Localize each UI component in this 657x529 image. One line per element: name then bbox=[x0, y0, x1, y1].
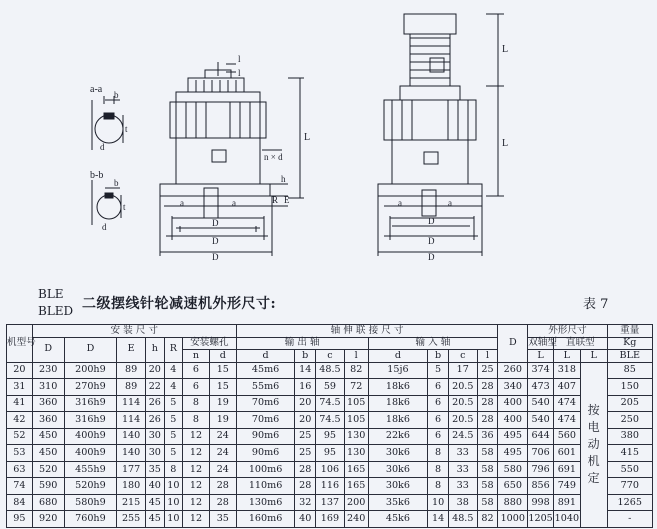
table-cell: 450 bbox=[32, 445, 64, 462]
table-cell: 22 bbox=[146, 379, 165, 396]
table-cell: 1265 bbox=[607, 494, 652, 511]
table-cell: 30 bbox=[146, 445, 165, 462]
table-cell: 20 bbox=[295, 412, 316, 429]
section-b-t: t bbox=[123, 202, 126, 212]
table-cell: 16 bbox=[295, 379, 316, 396]
table-cell: 8 bbox=[164, 461, 183, 478]
table-cell: 18k6 bbox=[368, 395, 428, 412]
table-cell: 82 bbox=[477, 511, 498, 528]
table-cell: 30k6 bbox=[368, 478, 428, 495]
table-cell: 24 bbox=[209, 445, 236, 462]
motor-note-char: 电 bbox=[587, 420, 600, 435]
table-cell: 400 bbox=[498, 412, 528, 429]
table-cell: 10 bbox=[164, 478, 183, 495]
table-cell: 920 bbox=[32, 511, 64, 528]
table-cell: 55m6 bbox=[236, 379, 295, 396]
table-row bbox=[7, 379, 653, 396]
table-cell: 400 bbox=[498, 395, 528, 412]
table-cell: 12 bbox=[183, 461, 210, 478]
section-b-b: b bbox=[114, 178, 119, 188]
table-cell: 90m6 bbox=[236, 428, 295, 445]
head-d1: d bbox=[236, 350, 295, 363]
table-row bbox=[7, 461, 653, 478]
table-cell: 520h9 bbox=[64, 478, 117, 495]
table-cell: 6 bbox=[428, 395, 449, 412]
table-cell: 450 bbox=[32, 428, 64, 445]
table-cell: 28 bbox=[477, 379, 498, 396]
table-cell: 5 bbox=[164, 395, 183, 412]
head-R: R bbox=[164, 337, 183, 362]
table-cell: 415 bbox=[607, 445, 652, 462]
table-cell: 45 bbox=[146, 511, 165, 528]
table-cell: 215 bbox=[117, 494, 146, 511]
table-cell: 130 bbox=[344, 445, 368, 462]
left-R: R bbox=[272, 195, 279, 205]
head-D: D bbox=[498, 325, 528, 363]
dimension-table bbox=[6, 324, 653, 528]
table-cell: 130 bbox=[344, 428, 368, 445]
right-L1: L bbox=[502, 138, 509, 149]
table-cell: 360 bbox=[32, 395, 64, 412]
left-h: h bbox=[281, 174, 286, 184]
table-cell: 10 bbox=[164, 494, 183, 511]
head-E: E bbox=[117, 337, 146, 362]
table-cell: 74.5 bbox=[316, 412, 345, 429]
section-a-d: d bbox=[100, 142, 105, 152]
table-cell: 160m6 bbox=[236, 511, 295, 528]
table-cell: 58 bbox=[477, 461, 498, 478]
table-cell: 28 bbox=[209, 478, 236, 495]
table-cell: 28 bbox=[295, 461, 316, 478]
table-cell: 12 bbox=[183, 445, 210, 462]
table-number: 表 7 bbox=[583, 297, 609, 312]
table-cell: 20 bbox=[146, 362, 165, 379]
table-row bbox=[7, 445, 653, 462]
table-cell: 89 bbox=[117, 379, 146, 396]
head-outline: 外形尺寸 bbox=[528, 325, 607, 338]
table-cell: 310 bbox=[32, 379, 64, 396]
table-cell: 4 bbox=[164, 379, 183, 396]
table-cell: 550 bbox=[607, 461, 652, 478]
table-cell: 26 bbox=[146, 395, 165, 412]
head-b1: b bbox=[295, 350, 316, 363]
head-d0: d bbox=[209, 350, 236, 363]
table-cell: 18k6 bbox=[368, 379, 428, 396]
table-cell: 15 bbox=[209, 362, 236, 379]
table-cell: 1000 bbox=[498, 511, 528, 528]
left-D1: D bbox=[212, 236, 219, 246]
table-cell: 260 bbox=[498, 362, 528, 379]
table-cell: 41 bbox=[7, 395, 33, 412]
table-row bbox=[7, 511, 653, 528]
table-cell: 90m6 bbox=[236, 445, 295, 462]
motor-defined-note bbox=[580, 362, 607, 528]
table-cell: 25 bbox=[295, 428, 316, 445]
table-cell: 14 bbox=[428, 511, 449, 528]
table-cell: 18k6 bbox=[368, 412, 428, 429]
model-label-ble: BLE bbox=[38, 287, 64, 301]
table-cell: 15j6 bbox=[368, 362, 428, 379]
table-cell: 14 bbox=[295, 362, 316, 379]
table-cell: 22k6 bbox=[368, 428, 428, 445]
table-cell: 74.5 bbox=[316, 395, 345, 412]
table-row bbox=[7, 412, 653, 429]
table-cell: 33 bbox=[448, 461, 477, 478]
motor-note-char: 定 bbox=[587, 471, 600, 486]
left-l: l bbox=[238, 54, 241, 64]
table-cell: 26 bbox=[146, 412, 165, 429]
table-cell: 35 bbox=[146, 461, 165, 478]
section-a-b: b bbox=[114, 90, 119, 100]
table-cell: 255 bbox=[117, 511, 146, 528]
right-D: D bbox=[428, 252, 435, 262]
table-cell: 5 bbox=[164, 412, 183, 429]
left-l1: l bbox=[238, 68, 241, 78]
table-cell: 165 bbox=[344, 478, 368, 495]
table-row bbox=[7, 494, 653, 511]
table-cell: 30k6 bbox=[368, 461, 428, 478]
table-cell: 150 bbox=[607, 379, 652, 396]
head-L1: L bbox=[553, 350, 580, 363]
table-cell: 89 bbox=[117, 362, 146, 379]
table-cell: 6 bbox=[183, 362, 210, 379]
table-cell: 28 bbox=[209, 494, 236, 511]
table-cell: 45 bbox=[146, 494, 165, 511]
table-cell: 856 bbox=[528, 478, 554, 495]
table-cell: 19 bbox=[209, 412, 236, 429]
table-cell: 140 bbox=[117, 428, 146, 445]
table-cell: 140 bbox=[117, 445, 146, 462]
left-D2: D bbox=[212, 218, 219, 228]
table-cell: 28 bbox=[295, 478, 316, 495]
table-cell: 20.5 bbox=[448, 412, 477, 429]
section-a-t: t bbox=[125, 124, 128, 134]
table-cell: 20 bbox=[295, 395, 316, 412]
table-cell: 8 bbox=[183, 395, 210, 412]
table-cell: 474 bbox=[553, 412, 580, 429]
table-cell: 495 bbox=[498, 428, 528, 445]
table-cell: 520 bbox=[32, 461, 64, 478]
table-cell: 540 bbox=[528, 395, 554, 412]
table-cell: 400h9 bbox=[64, 445, 117, 462]
table-cell: 495 bbox=[498, 445, 528, 462]
table-cell: 32 bbox=[295, 494, 316, 511]
table-cell: 20.5 bbox=[448, 379, 477, 396]
table-cell: 205 bbox=[607, 395, 652, 412]
table-cell: 28 bbox=[477, 412, 498, 429]
table-cell: 8 bbox=[428, 445, 449, 462]
table-cell: 12 bbox=[183, 511, 210, 528]
table-cell: 95 bbox=[7, 511, 33, 528]
table-cell: 4 bbox=[164, 362, 183, 379]
table-cell: 580 bbox=[498, 461, 528, 478]
head-d2: d bbox=[368, 350, 428, 363]
table-cell: 28 bbox=[477, 395, 498, 412]
table-cell: 59 bbox=[316, 379, 345, 396]
right-D2: D bbox=[428, 216, 435, 226]
table-cell: 580h9 bbox=[64, 494, 117, 511]
table-cell: 84 bbox=[7, 494, 33, 511]
table-cell: 38 bbox=[448, 494, 477, 511]
table-body bbox=[7, 362, 653, 528]
table-cell: 25 bbox=[477, 362, 498, 379]
table-cell: 749 bbox=[553, 478, 580, 495]
table-cell: 8 bbox=[428, 478, 449, 495]
table-cell: - bbox=[607, 511, 652, 528]
table-cell: 45m6 bbox=[236, 362, 295, 379]
table-cell: 706 bbox=[528, 445, 554, 462]
table-cell: 110m6 bbox=[236, 478, 295, 495]
motor-note-char: 按 bbox=[587, 403, 600, 418]
table-cell: 82 bbox=[344, 362, 368, 379]
shaft-section-a bbox=[92, 96, 123, 150]
table-cell: 48.5 bbox=[316, 362, 345, 379]
table-cell: 20.5 bbox=[448, 395, 477, 412]
table-cell: 31 bbox=[7, 379, 33, 396]
table-head-row-2 bbox=[7, 337, 653, 350]
table-cell: 169 bbox=[316, 511, 345, 528]
table-cell: 40 bbox=[295, 511, 316, 528]
table-row bbox=[7, 428, 653, 445]
head-c2: c bbox=[448, 350, 477, 363]
table-cell: 40 bbox=[146, 478, 165, 495]
head-double-L: L bbox=[528, 350, 554, 363]
table-cell: 6 bbox=[183, 379, 210, 396]
table-cell: 318 bbox=[553, 362, 580, 379]
table-cell: 24.5 bbox=[448, 428, 477, 445]
head-ble: BLE bbox=[607, 350, 652, 363]
head-weight: 重量 bbox=[607, 325, 652, 338]
section-b-label: b-b bbox=[90, 170, 104, 181]
table-cell: 58 bbox=[477, 445, 498, 462]
table-cell: 891 bbox=[553, 494, 580, 511]
right-a1: a bbox=[398, 198, 402, 208]
table-cell: 590 bbox=[32, 478, 64, 495]
table-cell: 316h9 bbox=[64, 395, 117, 412]
table-cell: 180 bbox=[117, 478, 146, 495]
table-cell: 114 bbox=[117, 412, 146, 429]
head-double: 双轴型 bbox=[528, 337, 557, 349]
head-holes: 安装螺孔 bbox=[183, 337, 237, 350]
head-h: h bbox=[146, 337, 165, 362]
left-holes: n × d bbox=[264, 152, 283, 162]
table-cell: 200 bbox=[344, 494, 368, 511]
head-install: 安 装 尺 寸 bbox=[32, 325, 236, 338]
head-input: 输 入 轴 bbox=[368, 337, 498, 350]
head-output: 输 出 轴 bbox=[236, 337, 368, 350]
table-cell: 95 bbox=[316, 428, 345, 445]
table-cell: 340 bbox=[498, 379, 528, 396]
table-cell: 10 bbox=[428, 494, 449, 511]
table-cell: 560 bbox=[553, 428, 580, 445]
table-cell: 360 bbox=[32, 412, 64, 429]
table-cell: 106 bbox=[316, 461, 345, 478]
table-cell: 796 bbox=[528, 461, 554, 478]
table-cell: 316h9 bbox=[64, 412, 117, 429]
table-cell: 35 bbox=[209, 511, 236, 528]
table-cell: 116 bbox=[316, 478, 345, 495]
table-head-row-1 bbox=[7, 325, 653, 338]
table-cell: 25 bbox=[295, 445, 316, 462]
left-D: D bbox=[212, 252, 219, 262]
head-direct: 直联型 bbox=[553, 337, 607, 350]
table-cell: 374 bbox=[528, 362, 554, 379]
right-D1: D bbox=[428, 236, 435, 246]
table-cell: 691 bbox=[553, 461, 580, 478]
section-b-d: d bbox=[102, 222, 107, 232]
head-b2: b bbox=[428, 350, 449, 363]
head-D2: D bbox=[64, 337, 117, 362]
table-cell: 30 bbox=[146, 428, 165, 445]
table-row bbox=[7, 478, 653, 495]
table-cell: 1040 bbox=[553, 511, 580, 528]
table-row bbox=[7, 362, 653, 379]
right-L2: L bbox=[502, 44, 509, 55]
table-cell: 240 bbox=[344, 511, 368, 528]
table-cell: 998 bbox=[528, 494, 554, 511]
reducer-right-view bbox=[378, 14, 504, 256]
table-cell: 12 bbox=[183, 428, 210, 445]
table-cell: 105 bbox=[344, 395, 368, 412]
table-cell: 24 bbox=[209, 428, 236, 445]
table-cell: 63 bbox=[7, 461, 33, 478]
table-cell: 24 bbox=[209, 461, 236, 478]
table-cell: 5 bbox=[428, 362, 449, 379]
table-cell: 48.5 bbox=[448, 511, 477, 528]
table-cell: 10 bbox=[164, 511, 183, 528]
table-cell: 17 bbox=[448, 362, 477, 379]
table-cell: 45k6 bbox=[368, 511, 428, 528]
table-cell: 407 bbox=[553, 379, 580, 396]
right-a2: a bbox=[448, 198, 452, 208]
table-cell: 33 bbox=[448, 445, 477, 462]
table-cell: 455h9 bbox=[64, 461, 117, 478]
head-l2: l bbox=[477, 350, 498, 363]
table-cell: 72 bbox=[344, 379, 368, 396]
table-cell: 100m6 bbox=[236, 461, 295, 478]
head-L2: L bbox=[580, 350, 607, 363]
table-cell: 12 bbox=[183, 478, 210, 495]
table-cell: 130m6 bbox=[236, 494, 295, 511]
table-cell: 8 bbox=[428, 461, 449, 478]
table-cell: 52 bbox=[7, 428, 33, 445]
motor-note-char: 机 bbox=[587, 454, 600, 469]
table-cell: 58 bbox=[477, 478, 498, 495]
table-cell: 33 bbox=[448, 478, 477, 495]
table-cell: 6 bbox=[428, 428, 449, 445]
table-cell: 42 bbox=[7, 412, 33, 429]
table-cell: 601 bbox=[553, 445, 580, 462]
section-a-label: a-a bbox=[90, 84, 103, 95]
table-cell: 770 bbox=[607, 478, 652, 495]
table-cell: 473 bbox=[528, 379, 554, 396]
table-cell: 8 bbox=[183, 412, 210, 429]
table-cell: 5 bbox=[164, 445, 183, 462]
left-L: L bbox=[304, 132, 311, 143]
head-weight-unit: Kg bbox=[607, 337, 652, 350]
table-cell: 165 bbox=[344, 461, 368, 478]
table-cell: 400h9 bbox=[64, 428, 117, 445]
table-cell: 105 bbox=[344, 412, 368, 429]
table-cell: 20 bbox=[7, 362, 33, 379]
head-c1: c bbox=[316, 350, 345, 363]
table-cell: 70m6 bbox=[236, 395, 295, 412]
left-a1: a bbox=[180, 198, 184, 208]
table-cell: 5 bbox=[164, 428, 183, 445]
table-cell: 35k6 bbox=[368, 494, 428, 511]
table-cell: 250 bbox=[607, 412, 652, 429]
table-cell: 474 bbox=[553, 395, 580, 412]
table-cell: 15 bbox=[209, 379, 236, 396]
table-cell: 230 bbox=[32, 362, 64, 379]
motor-note-char: 动 bbox=[587, 437, 600, 452]
head-l1: l bbox=[344, 350, 368, 363]
table-cell: 270h9 bbox=[64, 379, 117, 396]
table-cell: 74 bbox=[7, 478, 33, 495]
table-cell: 760h9 bbox=[64, 511, 117, 528]
table-cell: 19 bbox=[209, 395, 236, 412]
head-D1: D bbox=[32, 337, 64, 362]
table-cell: 95 bbox=[316, 445, 345, 462]
table-cell: 36 bbox=[477, 428, 498, 445]
table-cell: 1205 bbox=[528, 511, 554, 528]
table-cell: 380 bbox=[607, 428, 652, 445]
table-cell: 680 bbox=[32, 494, 64, 511]
model-label-bled: BLED bbox=[38, 304, 74, 318]
table-cell: 650 bbox=[498, 478, 528, 495]
table-cell: 200h9 bbox=[64, 362, 117, 379]
table-cell: 58 bbox=[477, 494, 498, 511]
table-cell: 6 bbox=[428, 412, 449, 429]
table-cell: 6 bbox=[428, 379, 449, 396]
table-cell: 137 bbox=[316, 494, 345, 511]
head-n: n bbox=[183, 350, 210, 363]
table-cell: 114 bbox=[117, 395, 146, 412]
table-cell: 30k6 bbox=[368, 445, 428, 462]
table-cell: 177 bbox=[117, 461, 146, 478]
head-shaft: 轴 伸 联 接 尺 寸 bbox=[236, 325, 498, 338]
table-cell: 53 bbox=[7, 445, 33, 462]
table-cell: 70m6 bbox=[236, 412, 295, 429]
head-model: 机型号 bbox=[7, 325, 33, 363]
table-cell: 644 bbox=[528, 428, 554, 445]
table-cell: 12 bbox=[183, 494, 210, 511]
left-a2: a bbox=[232, 198, 236, 208]
table-row bbox=[7, 395, 653, 412]
left-E: E bbox=[284, 195, 290, 205]
table-cell: 540 bbox=[528, 412, 554, 429]
table-cell: 880 bbox=[498, 494, 528, 511]
table-title: 二级摆线针轮减速机外形尺寸: bbox=[82, 296, 277, 312]
table-cell: 85 bbox=[607, 362, 652, 379]
